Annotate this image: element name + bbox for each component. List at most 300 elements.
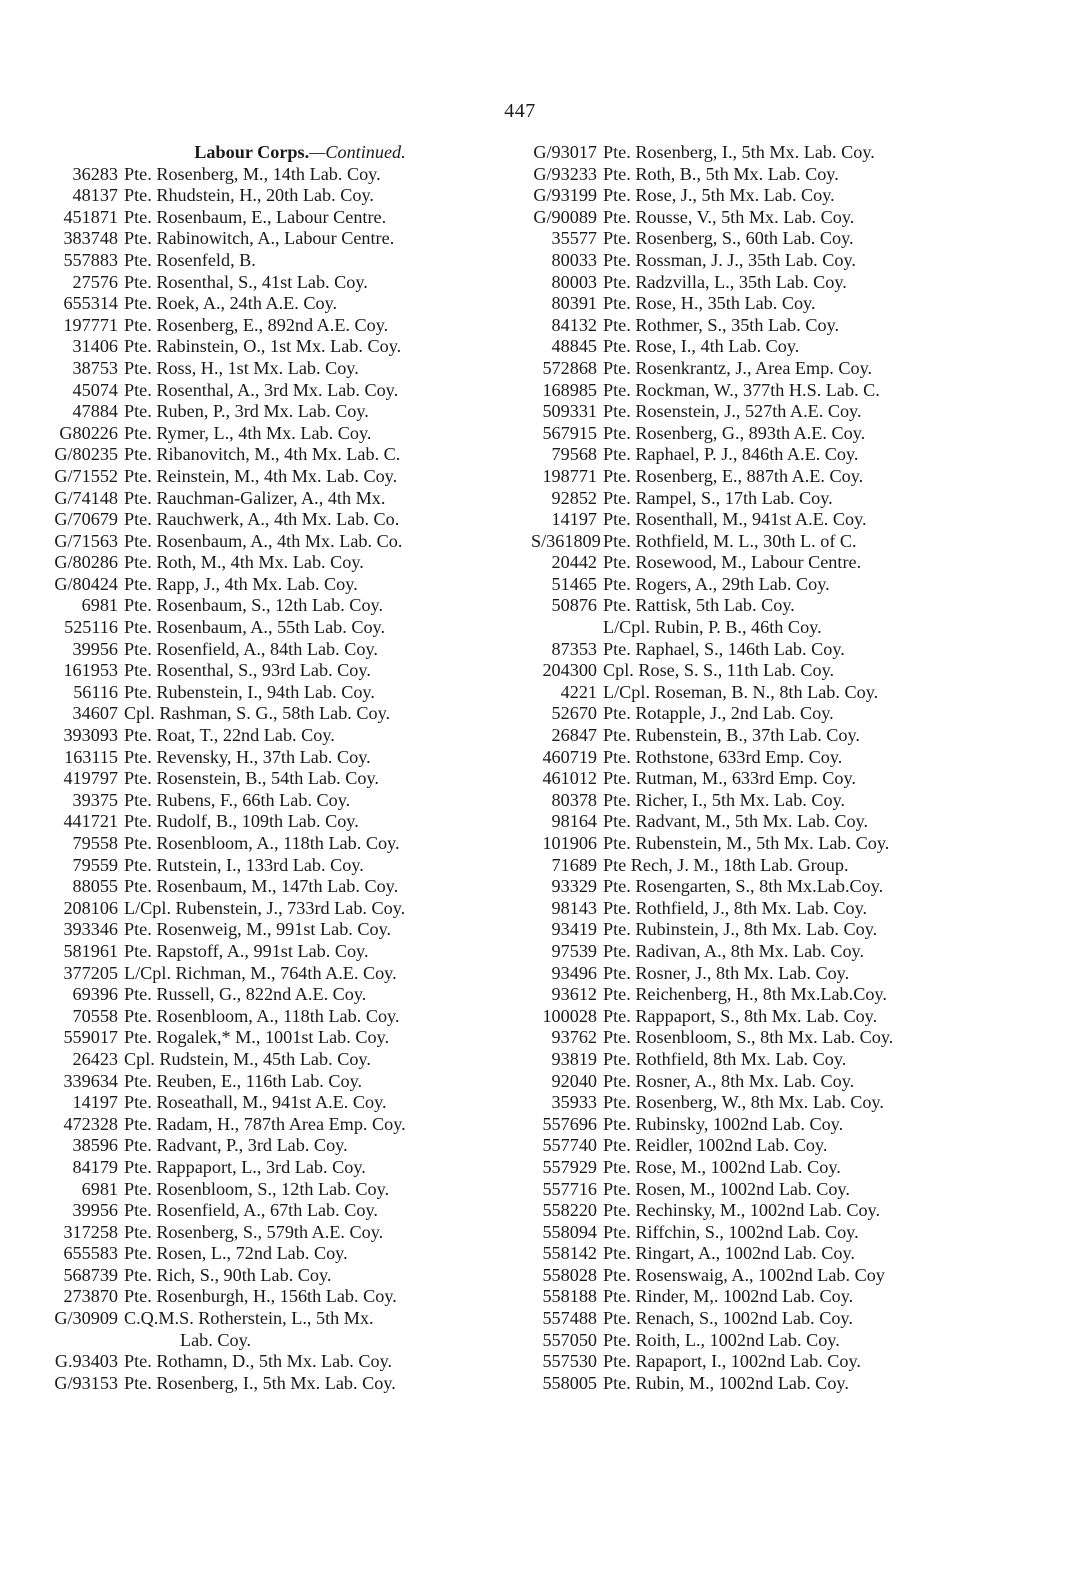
entry-text: Pte. Rosenfield, A., 84th Lab. Coy. <box>124 638 378 659</box>
list-entry <box>531 466 1001 488</box>
entry-text: Pte. Rosen, M., 1002nd Lab. Coy. <box>603 1178 850 1199</box>
list-entry <box>531 1027 1001 1049</box>
service-number: G80226 <box>59 422 118 443</box>
list-entry <box>40 380 520 402</box>
list-entry <box>40 725 520 747</box>
entry-text: Pte. Rubin, M., 1002nd Lab. Coy. <box>603 1372 849 1393</box>
list-entry <box>531 595 1001 617</box>
list-entry <box>40 682 520 704</box>
service-number: 35577 <box>551 228 597 249</box>
service-number: G/90089 <box>533 206 597 227</box>
list-entry <box>531 963 1001 985</box>
list-entry <box>40 509 520 531</box>
service-number: S/361809 <box>531 530 601 551</box>
list-entry <box>531 272 1001 294</box>
entry-text: Pte. Rousse, V., 5th Mx. Lab. Coy. <box>603 206 855 227</box>
service-number: 509331 <box>542 401 597 422</box>
entry-text: Pte. Rosenfield, A., 67th Lab. Coy. <box>124 1200 378 1221</box>
list-entry <box>531 1286 1001 1308</box>
service-number: 273870 <box>63 1286 118 1307</box>
entry-text: Pte. Rosenbloom, S., 12th Lab. Coy. <box>124 1178 390 1199</box>
entry-text: Pte. Rosenberg, I., 5th Mx. Lab. Coy. <box>603 142 875 162</box>
list-entry <box>40 1200 520 1222</box>
service-number: 472328 <box>63 1113 118 1134</box>
list-entry <box>531 358 1001 380</box>
service-number: G.93403 <box>54 1351 118 1372</box>
service-number: 461012 <box>542 768 597 789</box>
service-number: 88055 <box>72 876 118 897</box>
list-entry <box>40 984 520 1006</box>
entry-text: Pte Rech, J. M., 18th Lab. Group. <box>603 854 849 875</box>
list-entry <box>40 250 520 272</box>
entry-text: Pte. Rosenberg, W., 8th Mx. Lab. Coy. <box>603 1092 884 1113</box>
entry-text: Pte. Radam, H., 787th Area Emp. Coy. <box>124 1113 406 1134</box>
service-number: 48845 <box>551 336 597 357</box>
list-entry <box>531 380 1001 402</box>
list-entry <box>40 164 520 186</box>
service-number <box>531 617 597 639</box>
service-number: 572868 <box>542 357 597 378</box>
service-number: 35933 <box>551 1092 597 1113</box>
list-entry <box>531 660 1001 682</box>
service-number: 93329 <box>551 876 597 897</box>
service-number: 39375 <box>72 789 118 810</box>
entry-text: Pte. Rothamn, D., 5th Mx. Lab. Coy. <box>124 1351 393 1372</box>
list-entry <box>531 509 1001 531</box>
list-entry <box>531 1243 1001 1265</box>
list-entry <box>40 660 520 682</box>
list-entry <box>40 1135 520 1157</box>
section-heading-title: Labour Corps. <box>194 142 310 162</box>
entry-text: Pte. Rauchman-Galizer, A., 4th Mx. <box>124 487 386 508</box>
service-number: 84132 <box>551 314 597 335</box>
service-number: 70558 <box>72 1005 118 1026</box>
service-number: 93612 <box>551 984 597 1005</box>
list-entry <box>531 250 1001 272</box>
list-entry <box>531 1265 1001 1287</box>
list-entry <box>531 703 1001 725</box>
service-number: 93762 <box>551 1027 597 1048</box>
entry-text: Pte. Rose, M., 1002nd Lab. Coy. <box>603 1156 841 1177</box>
entry-text: Pte. Rose, I., 4th Lab. Coy. <box>603 336 800 357</box>
entry-text: Pte. Rymer, L., 4th Mx. Lab. Coy. <box>124 422 372 443</box>
entry-text: Pte. Rothfield, 8th Mx. Lab. Coy. <box>603 1048 847 1069</box>
entry-text: Pte. Rabinstein, O., 1st Mx. Lab. Coy. <box>124 336 402 357</box>
list-entry <box>40 336 520 358</box>
service-number: 80391 <box>551 293 597 314</box>
service-number: G/80235 <box>54 444 118 465</box>
entry-text: Pte. Rose, J., 5th Mx. Lab. Coy. <box>603 185 835 206</box>
service-number: 558005 <box>542 1372 597 1393</box>
entry-text: Pte. Rinder, M,. 1002nd Lab. Coy. <box>603 1286 854 1307</box>
list-entry <box>531 984 1001 1006</box>
list-entry <box>40 358 520 380</box>
service-number: 339634 <box>63 1070 118 1091</box>
list-entry <box>531 747 1001 769</box>
list-entry <box>531 1351 1001 1373</box>
entry-text: Pte. Reinstein, M., 4th Mx. Lab. Coy. <box>124 465 398 486</box>
entry-text: Pte. Roseathall, M., 941st A.E. Coy. <box>124 1092 387 1113</box>
entry-text: Pte. Rabinowitch, A., Labour Centre. <box>124 228 395 249</box>
list-entry <box>531 617 1001 639</box>
list-entry <box>531 1135 1001 1157</box>
list-entry <box>40 401 520 423</box>
list-entry <box>40 941 520 963</box>
service-number: 559017 <box>63 1027 118 1048</box>
list-entry <box>40 1330 520 1352</box>
entry-text: Pte. Rose, H., 35th Lab. Coy. <box>603 293 816 314</box>
entry-text: Pte. Rosenberg, I., 5th Mx. Lab. Coy. <box>124 1372 396 1393</box>
entry-text: Pte. Ringart, A., 1002nd Lab. Coy. <box>603 1243 855 1264</box>
entry-text: Pte. Rosenstein, B., 54th Lab. Coy. <box>124 768 379 789</box>
service-number: 451871 <box>63 206 118 227</box>
entry-text: Pte. Rosenbaum, E., Labour Centre. <box>124 206 387 227</box>
entry-text: Pte. Rattisk, 5th Lab. Coy. <box>603 595 795 616</box>
list-entry <box>40 790 520 812</box>
service-number: 557740 <box>542 1135 597 1156</box>
list-entry <box>531 1006 1001 1028</box>
entry-text: Pte. Ribanovitch, M., 4th Mx. Lab. C. <box>124 444 401 465</box>
right-entry-list <box>531 142 1001 1394</box>
list-entry <box>531 919 1001 941</box>
entry-text: Pte. Rosenstein, J., 527th A.E. Coy. <box>603 401 862 422</box>
entry-text: Pte. Renach, S., 1002nd Lab. Coy. <box>603 1308 853 1329</box>
entry-text: Pte. Rosenberg, M., 14th Lab. Coy. <box>124 163 381 184</box>
entry-text: L/Cpl. Richman, M., 764th A.E. Coy. <box>124 962 397 983</box>
list-entry <box>531 401 1001 423</box>
service-number: 6981 <box>81 595 118 616</box>
entry-text: Pte. Rosenbaum, S., 12th Lab. Coy. <box>124 595 383 616</box>
entry-text: Pte. Rothfield, J., 8th Mx. Lab. Coy. <box>603 897 868 918</box>
entry-text: Pte. Russell, G., 822nd A.E. Coy. <box>124 984 367 1005</box>
list-entry <box>40 1308 520 1330</box>
list-entry <box>40 1286 520 1308</box>
entry-text: Pte. Rosenberg, S., 579th A.E. Coy. <box>124 1221 384 1242</box>
service-number: 48137 <box>72 185 118 206</box>
entry-text: Pte. Rosenthal, S., 41st Lab. Coy. <box>124 271 368 292</box>
list-entry <box>40 1114 520 1136</box>
service-number: 36283 <box>72 163 118 184</box>
list-entry <box>40 1222 520 1244</box>
service-number: 101906 <box>542 833 597 853</box>
list-entry <box>40 531 520 553</box>
list-entry <box>531 1114 1001 1136</box>
service-number: 92040 <box>551 1070 597 1091</box>
service-number: 4221 <box>560 681 597 702</box>
entry-text: Pte. Rossman, J. J., 35th Lab. Coy. <box>603 249 856 270</box>
list-entry <box>531 855 1001 877</box>
list-entry <box>40 1179 520 1201</box>
list-entry <box>40 595 520 617</box>
list-entry <box>531 1373 1001 1395</box>
service-number: 557883 <box>63 249 118 270</box>
service-number: 38596 <box>72 1135 118 1156</box>
service-number: 460719 <box>542 746 597 767</box>
service-number: 80003 <box>551 271 597 292</box>
list-entry <box>40 963 520 985</box>
service-number: 79568 <box>551 444 597 465</box>
entry-text: Cpl. Rashman, S. G., 58th Lab. Coy. <box>124 703 391 724</box>
service-number: 80378 <box>551 789 597 810</box>
entry-text: Pte. Rampel, S., 17th Lab. Coy. <box>603 487 833 508</box>
entry-text: Pte. Rappaport, S., 8th Mx. Lab. Coy. <box>603 1005 878 1026</box>
service-number: G/70679 <box>54 509 118 530</box>
service-number: 383748 <box>63 228 118 249</box>
list-entry <box>40 488 520 510</box>
entry-text: Pte. Richer, I., 5th Mx. Lab. Coy. <box>603 789 846 810</box>
entry-text: Pte. Rosenthal, A., 3rd Mx. Lab. Coy. <box>124 379 399 400</box>
list-entry <box>531 790 1001 812</box>
service-number: 655583 <box>63 1243 118 1264</box>
service-number: G/93199 <box>533 185 597 206</box>
service-number: G/93233 <box>533 163 597 184</box>
entry-text: Pte. Rich, S., 90th Lab. Coy. <box>124 1264 332 1285</box>
entry-text: Pte. Revensky, H., 37th Lab. Coy. <box>124 746 371 767</box>
service-number: G/93017 <box>533 142 597 162</box>
service-number: 39956 <box>72 638 118 659</box>
list-entry <box>40 574 520 596</box>
list-entry <box>531 1330 1001 1352</box>
service-number: G/80286 <box>54 552 118 573</box>
list-entry <box>531 574 1001 596</box>
service-number: 525116 <box>64 617 118 638</box>
service-number: 14197 <box>72 1092 118 1113</box>
list-entry <box>40 811 520 833</box>
entry-text: Pte. Rubenstein, B., 37th Lab. Coy. <box>603 725 860 746</box>
service-number: 557530 <box>542 1351 597 1372</box>
service-number: 100028 <box>542 1005 597 1026</box>
list-entry <box>40 1157 520 1179</box>
list-entry <box>531 207 1001 229</box>
entry-text: Pte. Rosenkrantz, J., Area Emp. Coy. <box>603 357 873 378</box>
section-heading <box>40 142 430 164</box>
list-entry <box>531 639 1001 661</box>
list-entry <box>531 833 1001 855</box>
entry-text: Pte. Raphael, S., 146th Lab. Coy. <box>603 638 845 659</box>
list-entry <box>40 552 520 574</box>
service-number: 20442 <box>551 552 597 573</box>
list-entry <box>531 1200 1001 1222</box>
entry-text: Pte. Ross, H., 1st Mx. Lab. Coy. <box>124 357 359 378</box>
entry-text: Pte. Rosenweig, M., 991st Lab. Coy. <box>124 919 392 940</box>
service-number: G/74148 <box>54 487 118 508</box>
entry-text: Pte. Rosenberg, E., 887th A.E. Coy. <box>603 465 864 486</box>
entry-text: Pte. Radivan, A., 8th Mx. Lab. Coy. <box>603 940 865 961</box>
entry-text: C.Q.M.S. Rotherstein, L., 5th Mx. <box>124 1308 374 1329</box>
list-entry <box>40 617 520 639</box>
list-entry <box>531 876 1001 898</box>
service-number: G/71552 <box>54 465 118 486</box>
entry-text: Pte. Rockman, W., 377th H.S. Lab. C. <box>603 379 880 400</box>
service-number: G/80424 <box>54 573 118 594</box>
list-entry <box>40 444 520 466</box>
service-number: 208106 <box>63 897 118 918</box>
entry-text: Cpl. Rudstein, M., 45th Lab. Coy. <box>124 1048 371 1069</box>
service-number: 567915 <box>542 422 597 443</box>
list-entry <box>531 811 1001 833</box>
service-number: 557488 <box>542 1308 597 1329</box>
list-entry <box>531 488 1001 510</box>
service-number: 581961 <box>63 940 118 961</box>
list-entry <box>40 228 520 250</box>
entry-text: Pte. Rosengarten, S., 8th Mx.Lab.Coy. <box>603 876 884 897</box>
list-entry <box>531 1049 1001 1071</box>
entry-text: L/Cpl. Rubin, P. B., 46th Coy. <box>603 617 822 638</box>
list-entry <box>531 898 1001 920</box>
service-number: 93496 <box>551 962 597 983</box>
list-entry <box>40 1265 520 1287</box>
entry-text: Pte. Rothmer, S., 35th Lab. Coy. <box>603 314 840 335</box>
list-entry <box>40 1373 520 1395</box>
list-entry <box>40 1071 520 1093</box>
entry-text: Pte. Rappaport, L., 3rd Lab. Coy. <box>124 1156 366 1177</box>
list-entry <box>531 142 1001 164</box>
entry-text: Pte. Rechinsky, M., 1002nd Lab. Coy. <box>603 1200 881 1221</box>
entry-text: Pte. Rosenbaum, M., 147th Lab. Coy. <box>124 876 399 897</box>
entry-text: Pte. Reuben, E., 116th Lab. Coy. <box>124 1070 363 1091</box>
service-number: 6981 <box>81 1178 118 1199</box>
entry-text: Pte. Rubinstein, J., 8th Mx. Lab. Coy. <box>603 919 878 940</box>
entry-text: Pte. Rogers, A., 29th Lab. Coy. <box>603 573 830 594</box>
service-number: 51465 <box>551 573 597 594</box>
list-entry <box>531 1308 1001 1330</box>
service-number: 26847 <box>551 725 597 746</box>
entry-text: Pte. Ruben, P., 3rd Mx. Lab. Coy. <box>124 401 369 422</box>
list-entry <box>531 185 1001 207</box>
service-number: 97539 <box>551 940 597 961</box>
list-entry <box>40 1092 520 1114</box>
service-number: 568739 <box>63 1264 118 1285</box>
entry-text: Pte. Rosen, L., 72nd Lab. Coy. <box>124 1243 348 1264</box>
service-number: 558028 <box>542 1264 597 1285</box>
entry-text: Pte. Rosenfeld, B. <box>124 249 256 270</box>
list-entry <box>40 747 520 769</box>
service-number: 98164 <box>551 811 597 832</box>
service-number: 79558 <box>72 833 118 853</box>
service-number: 198771 <box>542 465 597 486</box>
service-number: 79559 <box>72 854 118 875</box>
list-entry <box>40 768 520 790</box>
service-number: 93819 <box>551 1048 597 1069</box>
list-entry <box>40 466 520 488</box>
entry-text: Pte. Rubinsky, 1002nd Lab. Coy. <box>603 1113 844 1134</box>
entry-text: Pte. Rogalek,* M., 1001st Lab. Coy. <box>124 1027 390 1048</box>
service-number: 87353 <box>551 638 597 659</box>
service-number: 34607 <box>72 703 118 724</box>
list-entry <box>40 293 520 315</box>
entry-text: Lab. Coy. <box>180 1329 252 1350</box>
entry-text: Pte. Rosewood, M., Labour Centre. <box>603 552 862 573</box>
service-number: 52670 <box>551 703 597 724</box>
service-number: 84179 <box>72 1156 118 1177</box>
entry-text: Pte. Rosenberg, S., 60th Lab. Coy. <box>603 228 854 249</box>
list-entry <box>531 1092 1001 1114</box>
service-number: 197771 <box>63 314 118 335</box>
list-entry <box>531 1157 1001 1179</box>
service-number: G/71563 <box>54 530 118 551</box>
entry-text: Pte. Rosenbloom, A., 118th Lab. Coy. <box>124 1005 400 1026</box>
list-entry <box>40 315 520 337</box>
entry-text: Pte. Rapaport, I., 1002nd Lab. Coy. <box>603 1351 861 1372</box>
entry-text: Pte. Radzvilla, L., 35th Lab. Coy. <box>603 271 847 292</box>
entry-text: Pte. Rosenbloom, S., 8th Mx. Lab. Coy. <box>603 1027 894 1048</box>
service-number: 50876 <box>551 595 597 616</box>
list-entry <box>531 768 1001 790</box>
service-number: 419797 <box>63 768 118 789</box>
entry-text: Pte. Rauchwerk, A., 4th Mx. Lab. Co. <box>124 509 400 530</box>
list-entry <box>531 1071 1001 1093</box>
left-column <box>40 142 520 1394</box>
left-entry-list <box>40 164 520 1395</box>
list-entry <box>531 531 1001 553</box>
service-number: 26423 <box>72 1048 118 1069</box>
service-number: 441721 <box>63 811 118 832</box>
entry-text: Pte. Rutstein, I., 133rd Lab. Coy. <box>124 854 364 875</box>
list-entry <box>531 423 1001 445</box>
entry-text: Pte. Rudolf, B., 109th Lab. Coy. <box>124 811 359 832</box>
service-number: 557696 <box>542 1113 597 1134</box>
entry-text: Pte. Rubenstein, I., 94th Lab. Coy. <box>124 681 375 702</box>
service-number: 31406 <box>72 336 118 357</box>
right-column <box>531 142 1001 1394</box>
list-entry <box>40 1243 520 1265</box>
service-number: G/93153 <box>54 1372 118 1393</box>
list-entry <box>40 207 520 229</box>
entry-text: Pte. Rapstoff, A., 991st Lab. Coy. <box>124 940 369 961</box>
entry-text: Pte. Rosenburgh, H., 156th Lab. Coy. <box>124 1286 397 1307</box>
entry-text: Pte. Roat, T., 22nd Lab. Coy. <box>124 725 335 746</box>
list-entry <box>531 725 1001 747</box>
service-number: 393346 <box>63 919 118 940</box>
entry-text: Pte. Roth, M., 4th Mx. Lab. Coy. <box>124 552 364 573</box>
entry-text: Cpl. Rose, S. S., 11th Lab. Coy. <box>603 660 835 681</box>
service-number: 38753 <box>72 357 118 378</box>
entry-text: Pte. Rhudstein, H., 20th Lab. Coy. <box>124 185 374 206</box>
service-number: 71689 <box>551 854 597 875</box>
service-number: G/30909 <box>54 1308 118 1329</box>
list-entry <box>40 272 520 294</box>
service-number: 557929 <box>542 1156 597 1177</box>
entry-text: Pte. Rosenthal, S., 93rd Lab. Coy. <box>124 660 371 681</box>
entry-text: Pte. Rosenthall, M., 941st A.E. Coy. <box>603 509 867 530</box>
service-number: 393093 <box>63 725 118 746</box>
list-entry <box>40 1049 520 1071</box>
list-entry <box>531 552 1001 574</box>
entry-text: Pte. Rosenbloom, A., 118th Lab. Coy. <box>124 833 400 853</box>
list-entry <box>531 293 1001 315</box>
entry-text: Pte. Roith, L., 1002nd Lab. Coy. <box>603 1329 840 1350</box>
list-entry <box>531 336 1001 358</box>
list-entry <box>531 444 1001 466</box>
entry-text: Pte. Rosenswaig, A., 1002nd Lab. Coy <box>603 1264 885 1285</box>
service-number: 45074 <box>72 379 118 400</box>
list-entry <box>531 1222 1001 1244</box>
service-number: 47884 <box>72 401 118 422</box>
list-entry <box>40 855 520 877</box>
service-number: 69396 <box>72 984 118 1005</box>
list-entry <box>40 876 520 898</box>
list-entry <box>531 228 1001 250</box>
entry-text: Pte. Raphael, P. J., 846th A.E. Coy. <box>603 444 859 465</box>
service-number: 655314 <box>63 293 118 314</box>
list-entry <box>40 833 520 855</box>
entry-text: Pte. Rosenbaum, A., 4th Mx. Lab. Co. <box>124 530 403 551</box>
entry-text: Pte. Rutman, M., 633rd Emp. Coy. <box>603 768 856 789</box>
service-number: 98143 <box>551 897 597 918</box>
service-number: 558188 <box>542 1286 597 1307</box>
entry-text: Pte. Rosner, J., 8th Mx. Lab. Coy. <box>603 962 850 983</box>
service-number: 93419 <box>551 919 597 940</box>
